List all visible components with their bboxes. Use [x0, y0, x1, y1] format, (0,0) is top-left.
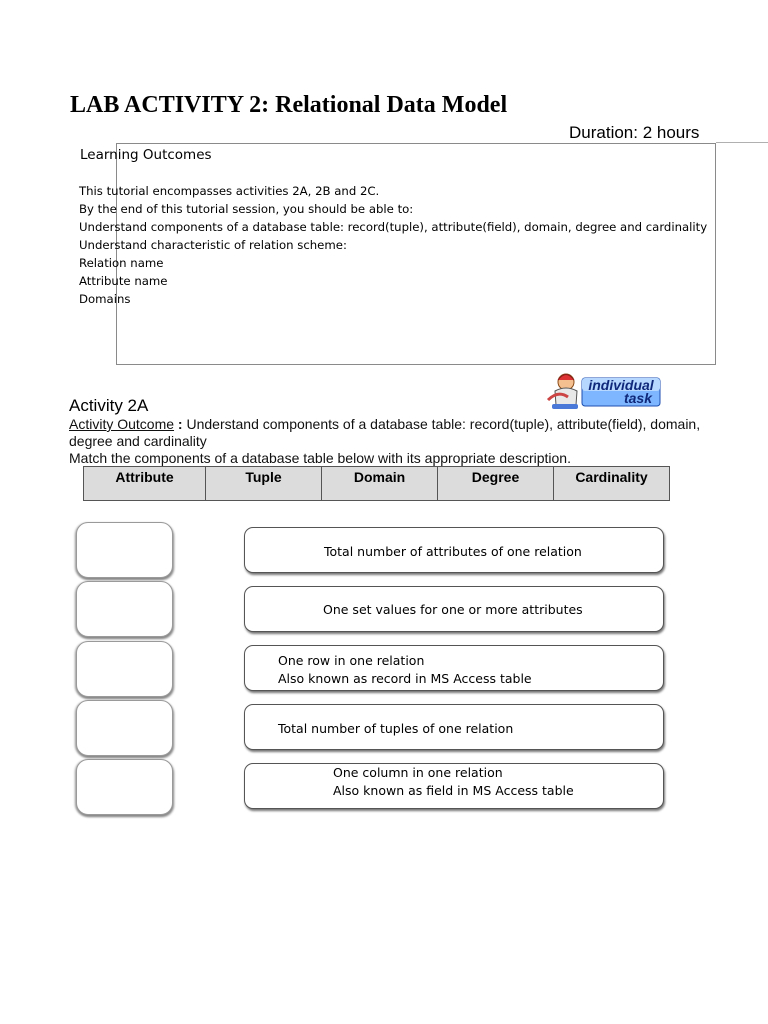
description-line: Also known as field in MS Access table [333, 783, 574, 798]
individual-task-icon [546, 370, 662, 412]
description-line: One row in one relation [278, 653, 425, 668]
page-title: LAB ACTIVITY 2: Relational Data Model [70, 92, 508, 118]
learning-outcomes-heading: Learning Outcomes [80, 147, 212, 163]
term-cell: Degree [438, 467, 554, 500]
description-box [244, 645, 664, 691]
term-cell: Cardinality [575, 469, 648, 485]
divider [716, 142, 768, 143]
badge-text-individual: individual [588, 377, 654, 393]
terms-table [83, 466, 670, 501]
description-box [244, 704, 664, 750]
learning-outcomes-text [79, 182, 707, 308]
description-box [244, 527, 664, 573]
answer-blank-box[interactable] [76, 759, 173, 815]
outcome-line: Attribute name [79, 274, 168, 288]
description-line: Total number of tuples of one relation [278, 721, 514, 736]
outcome-line: Understand components of a database table: record(tuple), attribute(field), domain, degree and cardinality [79, 220, 708, 234]
badge-text-task: task [623, 390, 653, 406]
outcome-line: By the end of this tutorial session, you should be able to: [79, 202, 414, 216]
description-box [244, 763, 664, 809]
answer-blank-box[interactable] [76, 581, 173, 637]
activity-description [69, 416, 729, 467]
outcome-line: Domains [79, 292, 131, 306]
answer-blank-box[interactable] [76, 522, 173, 578]
answer-blank-box[interactable] [76, 700, 173, 756]
description-line: Also known as record in MS Access table [278, 671, 532, 686]
description-line: One set values for one or more attributes [323, 602, 583, 617]
duration-label: Duration: 2 hours [569, 123, 700, 142]
activity-instruction: Match the components of a database table below with its appropriate description. [69, 450, 571, 466]
answer-blank-box[interactable] [76, 641, 173, 697]
activity-title: Activity 2A [69, 396, 149, 415]
activity-outcome-text: Understand components of a database table: record(tuple), attribute(field), domain, degree and cardinality [69, 416, 701, 449]
term-cell: Attribute [84, 467, 206, 500]
description-line: One column in one relation [333, 765, 503, 780]
term-cell: Domain [322, 467, 438, 500]
outcome-line: This tutorial encompasses activities 2A, 2B and 2C. [79, 184, 380, 198]
description-box [244, 586, 664, 632]
term-cell: Tuple [206, 467, 322, 500]
outcome-line: Relation name [79, 256, 164, 270]
activity-outcome-label: Activity Outcome [69, 416, 175, 432]
outcome-line: Understand characteristic of relation scheme: [79, 238, 347, 252]
activity-outcome-sep: : [174, 416, 187, 432]
description-line: Total number of attributes of one relation [324, 544, 582, 559]
